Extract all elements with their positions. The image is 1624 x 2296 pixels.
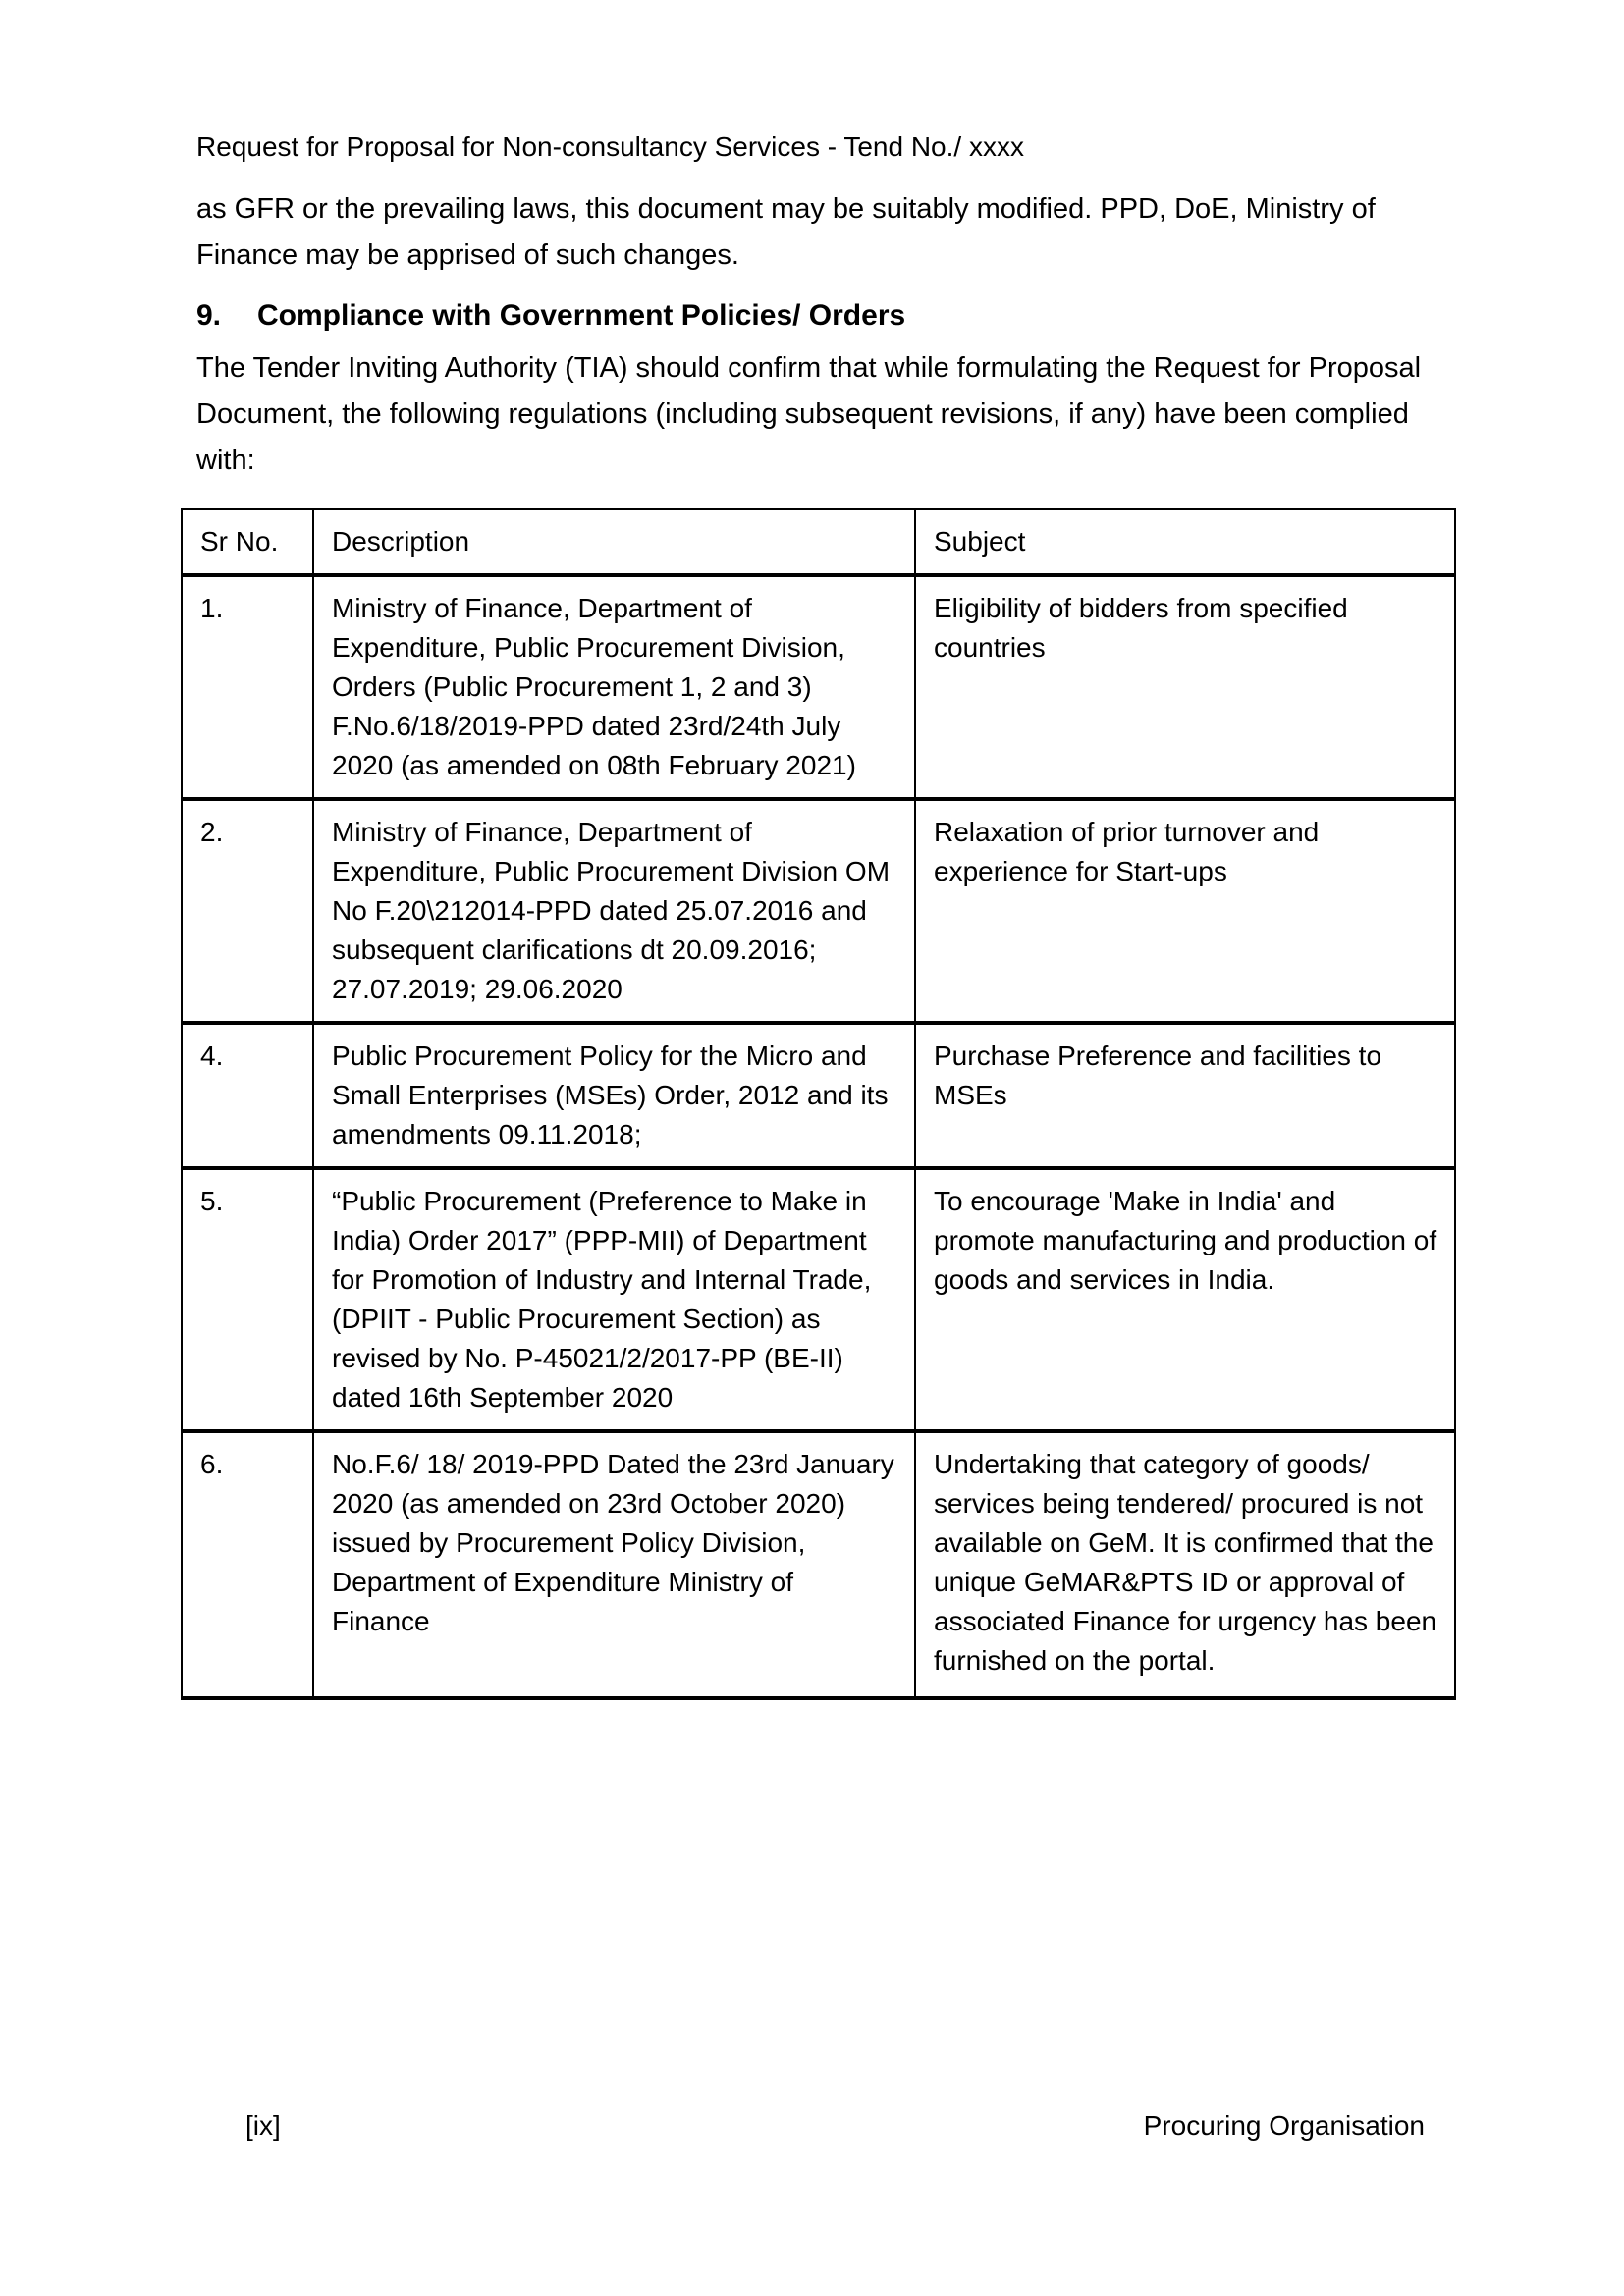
table-row bbox=[182, 1023, 1455, 1168]
cell-description: Ministry of Finance, Department of Expenditure, Public Procurement Division OM No F.20\212014-PPD dated 25.07.2016 and subsequent clarifications dt 20.09.2016; 27.07.2019; 29.06.2020 bbox=[313, 799, 915, 1023]
cell-description: Ministry of Finance, Department of Expenditure, Public Procurement Division, Orders (Public Procurement 1, 2 and 3) F.No.6/18/2019-PPD dated 23rd/24th July 2020 (as amended on 08th February 2021) bbox=[313, 575, 915, 799]
intro-paragraph: as GFR or the prevailing laws, this document may be suitably modified. PPD, DoE, Ministry of Finance may be apprised of such changes. bbox=[196, 193, 1376, 271]
section-title: Compliance with Government Policies/ Orders bbox=[257, 299, 906, 332]
section-heading bbox=[196, 297, 905, 335]
section-paragraph: The Tender Inviting Authority (TIA) should confirm that while formulating the Request for Proposal Document, the following regulations (including subsequent revisions, if any) have been complied with: bbox=[196, 352, 1422, 476]
table-header-row bbox=[182, 509, 1455, 575]
page-number: [ix] bbox=[245, 2110, 281, 2141]
column-header-subject: Subject bbox=[915, 509, 1455, 575]
cell-subject: Undertaking that category of goods/ services being tendered/ procured is not available on GeM. It is confirmed that the unique GeMAR&PTS ID or approval of associated Finance for urgency has been furnished on the portal. bbox=[915, 1431, 1455, 1698]
compliance-table bbox=[181, 508, 1456, 1700]
column-header-description: Description bbox=[313, 509, 915, 575]
cell-description: Public Procurement Policy for the Micro and Small Enterprises (MSEs) Order, 2012 and its amendments 09.11.2018; bbox=[313, 1023, 915, 1168]
cell-sr-no: 1. bbox=[182, 575, 313, 799]
cell-description: “Public Procurement (Preference to Make in India) Order 2017” (PPP-MII) of Department for Promotion of Industry and Internal Trade, (DPIIT - Public Procurement Section) as revised by No. P-45021/2/2017-PP (BE-II) dated 16th September 2020 bbox=[313, 1168, 915, 1431]
cell-subject: To encourage 'Make in India' and promote manufacturing and production of goods and services in India. bbox=[915, 1168, 1455, 1431]
cell-subject: Relaxation of prior turnover and experience for Start-ups bbox=[915, 799, 1455, 1023]
running-header: Request for Proposal for Non-consultancy Services - Tend No./ xxxx bbox=[196, 132, 1024, 162]
cell-sr-no: 5. bbox=[182, 1168, 313, 1431]
cell-subject: Eligibility of bidders from specified countries bbox=[915, 575, 1455, 799]
table-row bbox=[182, 1168, 1455, 1431]
cell-sr-no: 2. bbox=[182, 799, 313, 1023]
cell-description: No.F.6/ 18/ 2019-PPD Dated the 23rd January 2020 (as amended on 23rd October 2020) issued by Procurement Policy Division, Department of Expenditure Ministry of Finance bbox=[313, 1431, 915, 1698]
table-row bbox=[182, 575, 1455, 799]
column-header-sr-no: Sr No. bbox=[182, 509, 313, 575]
cell-subject: Purchase Preference and facilities to MSEs bbox=[915, 1023, 1455, 1168]
section-number: 9. bbox=[196, 299, 222, 332]
table-row bbox=[182, 799, 1455, 1023]
page-footer bbox=[0, 2110, 1624, 2142]
table-row bbox=[182, 1431, 1455, 1698]
cell-sr-no: 4. bbox=[182, 1023, 313, 1168]
cell-sr-no: 6. bbox=[182, 1431, 313, 1698]
footer-right-text: Procuring Organisation bbox=[1143, 2110, 1425, 2141]
